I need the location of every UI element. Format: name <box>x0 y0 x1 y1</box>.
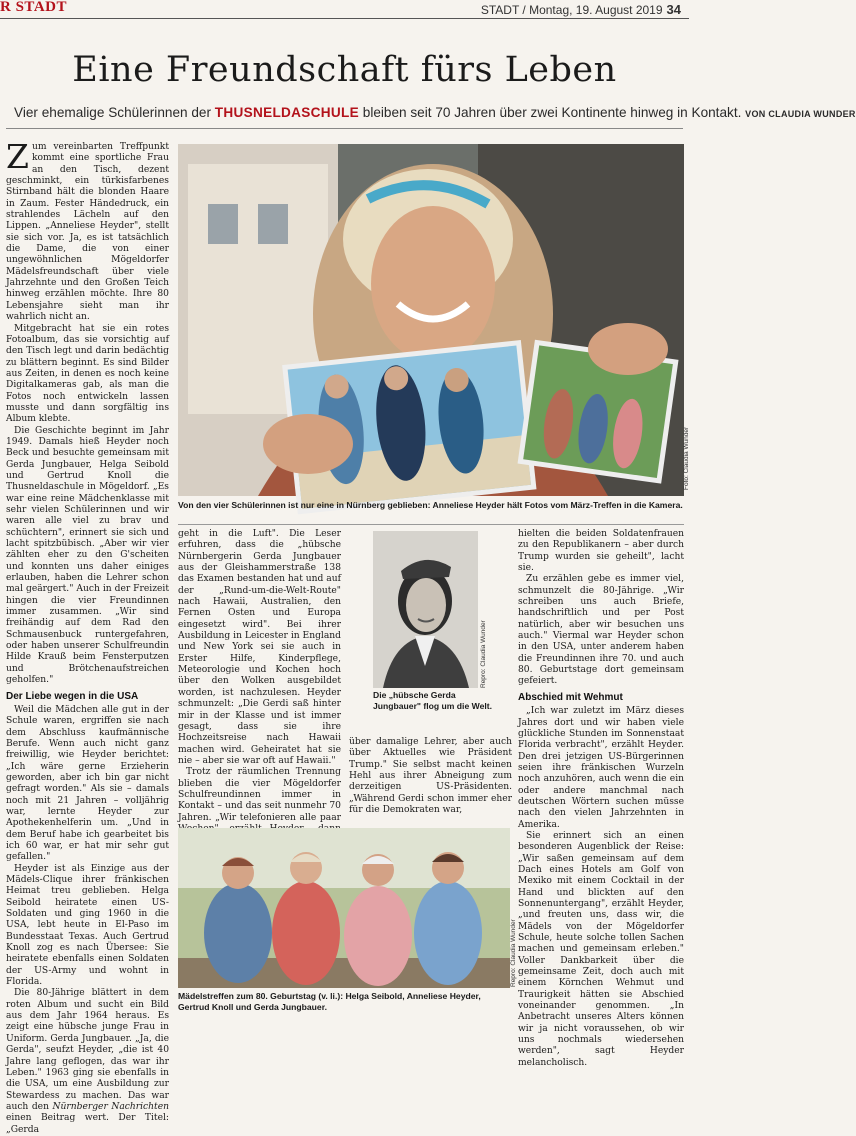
section-flag: R STADT <box>0 0 67 15</box>
paragraph: Weil die Mädchen alle gut in der Schule waren, ergriffen sie nach dem Abschluss kaufmännische Berufe. Wenn auch nicht ganz freiwillig, wie Heyder berichtet: „Ich wäre gerne Erzieherin geworden, aber ich bin gar nicht gefragt worden." Als sie – damals noch mit 21 Jahren – volljährig war, lernte Heyder zur Apothekenhelferin um. „Und in dem Beruf habe ich gearbeitet bis ich 60 war, er hat mir sehr gut gefallen." <box>6 704 169 863</box>
paragraph: Sie erinnert sich an einen besonderen Augenblick der Reise: „Wir saßen gemeinsam auf dem Dach eines Hotels am Golf von Mexiko mit einem Cocktail in der Hand und blickten auf den Sonnenuntergang", erzählt Heyder, „und freuten uns, dass wir, die Mädels von der Mögeldorfer Schule, heute solche tollen Sachen machen und gemeinsam erleben." Voller Dankbarkeit über die gemeinsame Zeit, doch auch mit einem Körnchen Wehmut und Traurigkeit hätten sie Abschied voneinander genommen. „In Anbetracht unseres Alters können wir ja nicht voraussehen, ob wir uns nochmals wiedersehen werden", sagt Heyder melancholisch. <box>518 830 684 1068</box>
group-photo-credit: Repro: Claudia Wunder <box>510 919 517 987</box>
subhead-part-b: bleiben seit 70 Jahren über zwei Kontinente hinweg in Kontakt. <box>362 105 742 120</box>
paragraph: Trotz der räumlichen Trennung blieben die vier Mögeldorfer Schulfreundinnen immer in Kontakt – und das seit nunmehr 70 Jahren. „Wir telefonieren alle paar <box>178 767 341 823</box>
drop-cap: Z <box>6 137 29 176</box>
headline: Eine Freundschaft fürs Leben <box>72 50 617 90</box>
paragraph: Die Geschichte beginnt im Jahr 1949. Damals hieß Heyder noch Beck und besuchte gemeinsam mit Gerda Jungbauer, Helga Seibold und Gertrud Knoll die Thusneldaschule in Mögeldorf. „Es war eine reine Mädchenklasse mit sehr vielen Schülerinnen und wir waren alle viel zu brav und schüchtern", erinnert sie sich und lacht spitzbübisch. „Aber wir vier zählten eher zu den G'scheiten und konnten uns daher einiges erlauben, haben die Lehrer schon mal geärgert." Auch in der Freizeit hingen die vier Freundinnen immer zusammen. „Wir sind freihändig auf dem Rad den Schmausenbuck runtergefahren, oder haben unserer Schulfreundin Hilde Krauß beim Fensterputzen und Brötchenaufstreichen geholfen." <box>6 425 169 686</box>
group-photo-illustration <box>178 828 510 988</box>
byline: VON CLAUDIA WUNDER <box>745 109 856 119</box>
newspaper-name: Nürnberger Nachrichten <box>52 1101 169 1112</box>
paragraph: Heyder ist als Einzige aus der Mädels-Clique ihrer fränkischen Heimat treu geblieben. Helga Seibold heiratete einen US-Soldaten und ging 1960 in die USA, lebt heute in El-Paso im Bundesstaat Texas. Auch Gertrud Knoll zog es nach Übersee: Sie heiratete ebenfalls einen Soldaten der US-Army und wohnt in Florida. <box>6 863 169 988</box>
school-name: THUSNELDASCHULE <box>214 105 359 120</box>
crosshead: Abschied mit Wehmut <box>518 691 623 703</box>
subhead-part-a: Vier ehemalige Schülerinnen der <box>14 105 211 120</box>
crosshead: Der Liebe wegen in die USA <box>6 690 139 702</box>
main-photo-credit: Foto: Claudia Wunder <box>683 426 690 490</box>
header-rule <box>0 18 689 19</box>
paragraph: über damalige Lehrer, aber auch über Aktuelles wie Präsident Trump." Sie selbst macht keinen Hehl aus ihrer Abneigung zum derzeitigen US-Präsidenten. „Während Gerdi schon immer eher für die Demokraten war, <box>349 737 512 816</box>
column-1 <box>6 137 169 1135</box>
paragraph: Zu erzählen gebe es immer viel, schmunzelt die 80-Jährige. „Wir schreiben uns auch Briefe, handschriftlich und per Post natürlich, aber wir besuchen uns auch." Viermal war Heyder schon in den USA, unter anderem haben die Freundinnen ihre 70. und auch 80. Geburtstage dort gemeinsam gefeiert. <box>518 574 684 687</box>
folio <box>481 2 681 17</box>
column-3 <box>349 737 512 819</box>
paragraph: „Ich war zuletzt im März dieses Jahres dort und wir haben viele glückliche Stunden im Sonnenstaat Florida verbracht", erzählt Heyder. Den drei jetzigen US-Bürgerinnen seien ihre fränkischen Wurzeln noch anzuhören, auch wenn die ein oder andere manchmal nach deutschen Wörtern suchen müsse nach den vielen Jahrzehnten in Amerika. <box>518 706 684 830</box>
paragraph: hielten die beiden Soldatenfrauen zu den Republikanern – aber durch Trump wurden sie geheilt", lacht sie. <box>518 529 684 574</box>
paragraph: Zum vereinbarten Treffpunkt kommt eine sportliche Frau an den Tisch, dezent geschminkt, ein türkisfarbenes Stirnband hält die blonden Haare in Zaum. Fester Händedruck, ein strahlendes Lächeln auf den Lippen. „Anneliese Heyder", stellt sie sich vor. Ja, es ist tatsächlich die Dame, die von einer ungewöhnlichen Mögeldorfer Mädelsfreundschaft über viele Jahrzehnte und den Großen Teich hinweg erzählen möchte. Ihre 80 Lebensjahre sieht man ihr wahrlich nicht an. <box>6 137 169 323</box>
stewardess-photo-illustration <box>373 531 478 688</box>
stewardess-photo <box>373 531 478 688</box>
subhead-rule <box>6 128 683 129</box>
stewardess-photo-credit: Repro: Claudia Wunder <box>480 620 487 688</box>
page-number: 34 <box>666 2 681 17</box>
portrait-photo-illustration <box>178 144 684 496</box>
group-photo-caption: Mädelstreffen zum 80. Geburtstag (v. li.): Helga Seibold, Anneliese Heyder, Gertrud Knoll und Gerda Jungbauer. <box>178 991 481 1012</box>
paragraph: Die 80-Jährige blättert in dem roten Album und sucht ein Bild aus dem Jahr 1964 heraus. Es zeigt eine hübsche junge Frau in Uniform. Gerda Jungbauer. „Ja, die Gerda", seufzt Heyder, „die ist 40 Jahre lang geflogen, das war ihr Leben." 1963 ging sie ebenfalls in die USA, um eine Ausbildung zur Stewardess zu machen. Das war auch den Nürnberger Nachrichten einen Beitrag wert. Der Titel: „Gerda <box>6 988 169 1135</box>
folio-text: STADT / Montag, 19. August 2019 <box>480 3 663 17</box>
main-photo-caption: Von den vier Schülerinnen ist nur eine in Nürnberg geblieben: Anneliese Heyder hält Fotos vom März-Treffen in die Kamera. <box>178 500 683 510</box>
subheadline <box>14 104 856 123</box>
paragraph: geht in die Luft". Die Leser erfuhren, dass die „hübsche Nürnbergerin Gerda Jungbauer aus der Gleishammerstraße 138 das Examen bestanden hat und auf der „Rund-um-die-Welt-Route" nach Hawaii, Australien, den Fernen Osten und Europa eingesetzt wird". Bei ihrer Ausbildung in Leicester in England und New York sei sie auch in Erster Hilfe, Kinderpflege, Meteorologie und Kochen hoch über den Wolken ausgebildet worden, ist nachzulesen. Heyder schmunzelt: „Die Gerdi saß hinter mir in der Klasse und ist immer gesagt, dass sie ihre Hochzeitsreise nach Hawaii machen wird. Geheiratet hat sie nie – aber sie war oft auf Hawaii." <box>178 529 341 766</box>
caption-rule <box>178 524 684 525</box>
column-2 <box>178 529 341 823</box>
stewardess-caption: Die „hübsche Gerda Jungbauer" flog um die Welt. <box>373 690 492 711</box>
paragraph: Mitgebracht hat sie ein rotes Fotoalbum, das sie vorsichtig auf den Tisch legt und darin bedächtig zu blättern beginnt. Es sind Bilder aus Zeiten, in denen es noch keine Digitalkameras gab, als man die Fotos noch entwickeln lassen musste und dann sorgfältig ins Album klebte. <box>6 323 169 425</box>
column-4 <box>518 529 684 1068</box>
group-photo <box>178 828 510 988</box>
main-photo <box>178 144 684 496</box>
